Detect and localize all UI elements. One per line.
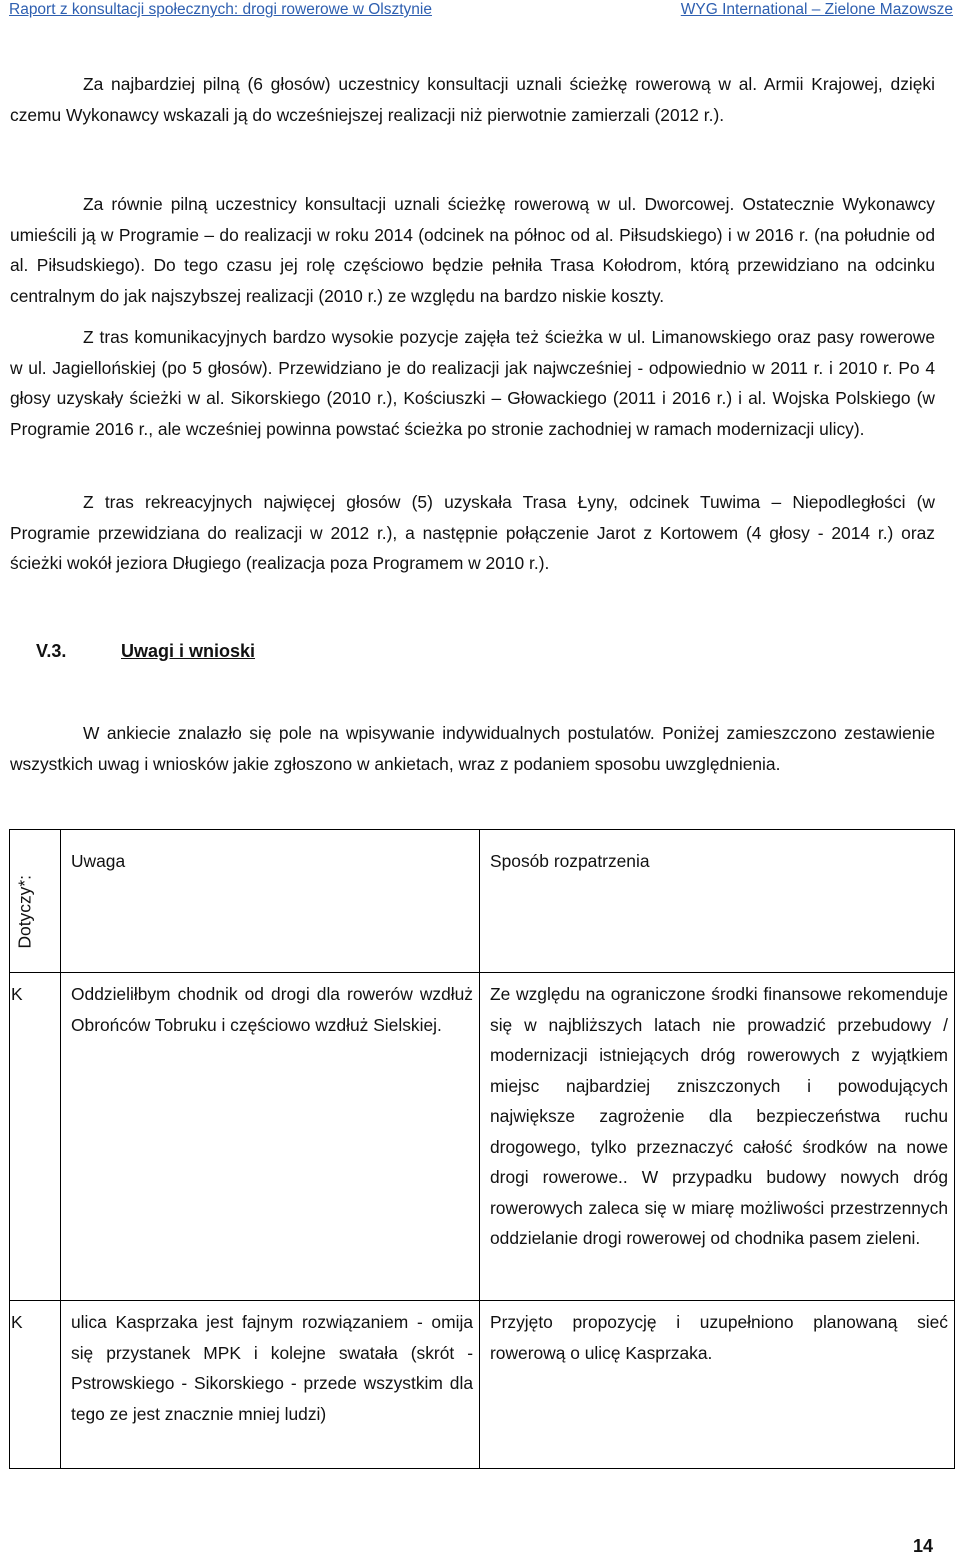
header-right-title: WYG International – Zielone Mazowsze bbox=[680, 1, 953, 18]
row-dotyczy: K bbox=[10, 973, 61, 1301]
table-row bbox=[10, 1301, 955, 1469]
header-uwaga: Uwaga bbox=[61, 830, 480, 973]
row-uwaga: ulica Kasprzaka jest fajnym rozwiązaniem - omija się przystanek MPK i kolejne swatała (skrót - Pstrowskiego - Sikorskiego - przede wszystkim dla tego ze jest znacznie mniej ludzi) bbox=[61, 1301, 480, 1469]
header-dotyczy: Dotyczy*: bbox=[10, 830, 61, 973]
header-sposob: Sposób rozpatrzenia bbox=[480, 830, 955, 973]
paragraph-ankieta: W ankiecie znalazło się pole na wpisywanie indywidualnych postulatów. Poniżej zamieszczono zestawienie wszystkich uwag i wniosków jakie zgłoszono w ankietach, wraz z podaniem sposobu uwzględnienia. bbox=[10, 723, 935, 774]
table-row bbox=[10, 973, 955, 1301]
row-uwaga: Oddzieliłbym chodnik od drogi dla rowerów wzdłuż Obrońców Tobruku i częściowo wzdłuż Sielskiej. bbox=[61, 973, 480, 1301]
table-header-row bbox=[10, 830, 955, 973]
row-sposob: Ze względu na ograniczone środki finansowe rekomenduje się w najbliższych latach nie prowadzić przebudowy / modernizacji istniejących dróg rowerowych z wyjątkiem miejsc najbardziej zniszczonych i powodujących największe zagrożenie dla bezpieczeństwa ruchu drogowego, tylko przeznaczyć całość środków na nowe drogi rowerowe.. W przypadku budowy nowych dróg rowerowych zaleca się w miarę możliwości przestrzennych oddzielanie drogi rowerowej od chodnika pasem zieleni. bbox=[480, 973, 955, 1301]
section-number: V.3. bbox=[36, 641, 67, 661]
section-title: Uwagi i wnioski bbox=[121, 641, 256, 661]
page-header bbox=[9, 0, 953, 24]
paragraph-limanowskiego: Z tras komunikacyjnych bardzo wysokie pozycje zajęła też ścieżka w ul. Limanowskiego oraz pasy rowerowe w ul. Jagiellońskiej (po 5 głosów). Przewidziano je do realizacji jak najwcześniej - odpowiednio w 2011 r. i 2010 r. Po 4 głosy uzyskały ścieżki w al. Sikorskiego (2010 r.), Kościuszki – Głowackiego (2011 i 2016 r.) i al. Wojska Polskiego (w Programie 2016 r., ale wcześniej powinna powstać ścieżka po stronie zachodniej w ramach modernizacji ulicy). bbox=[10, 327, 935, 439]
comments-table bbox=[9, 829, 955, 1469]
section-heading bbox=[36, 641, 255, 662]
header-left-title: Raport z konsultacji społecznych: drogi rowerowe w Olsztynie bbox=[9, 1, 432, 18]
row-sposob: Przyjęto propozycję i uzupełniono planowaną sieć rowerową o ulicę Kasprzaka. bbox=[480, 1301, 955, 1469]
page-number: 14 bbox=[913, 1536, 934, 1556]
paragraph-trasa-lyny: Z tras rekreacyjnych najwięcej głosów (5) uzyskała Trasa Łyny, odcinek Tuwima – Niepodległości (w Programie przewidziana do realizacji w 2012 r.), a następnie połączenie Jarot z Kortowem (4 głosy - 2014 r.) oraz ścieżki wokół jeziora Długiego (realizacja poza Programem w 2010 r.). bbox=[10, 492, 935, 573]
row-dotyczy: K bbox=[10, 1301, 61, 1469]
paragraph-dworcowa: Za równie pilną uczestnicy konsultacji uznali ścieżkę rowerową w ul. Dworcowej. Ostatecznie Wykonawcy umieścili ją w Programie – do realizacji w roku 2014 (odcinek na północ od al. Piłsudskiego) i w 2016 r. (na południe od al. Piłsudskiego). Do tego czasu jej rolę częściowo będzie pełniła Trasa Kołodrom, którą przewidziano na odcinku centralnym do jak najszybszej realizacji (2010 r.) ze względu na bardzo niskie koszty. bbox=[10, 194, 935, 306]
paragraph-armii-krajowej: Za najbardziej pilną (6 głosów) uczestnicy konsultacji uznali ścieżkę rowerową w al. Armii Krajowej, dzięki czemu Wykonawcy wskazali ją do wcześniejszej realizacji niż pierwotnie zamierzali (2012 r.). bbox=[10, 74, 935, 125]
